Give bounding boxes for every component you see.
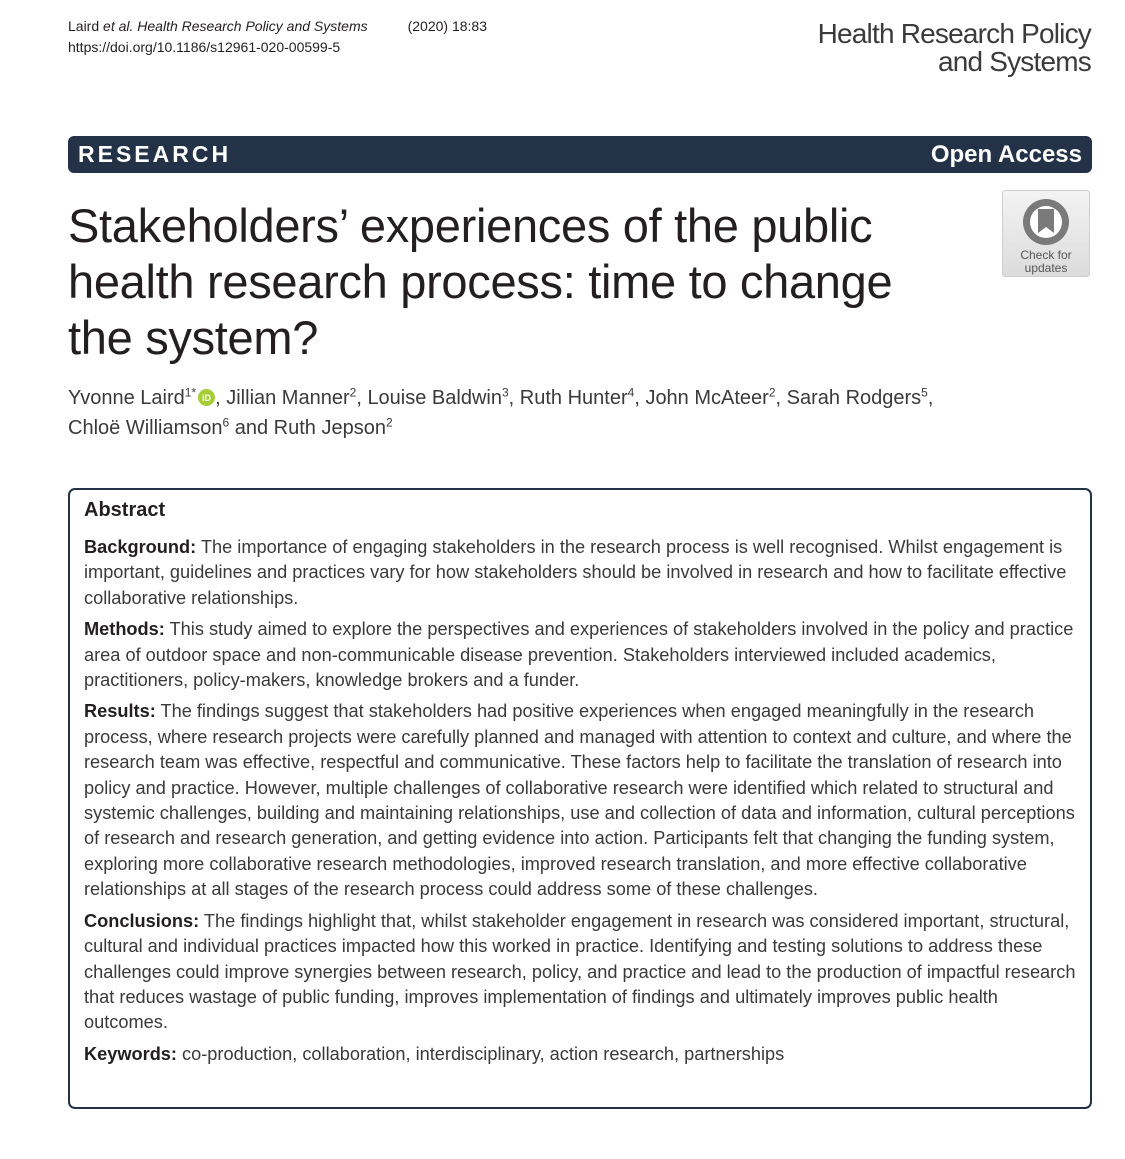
- abstract-section-text: The findings highlight that, whilst stakeholder engagement in research was considered important, structural, cultural and individual practices impacted how this worked in practice. Identifying and testing solutions to address these challenges could improve synergies between research, policy, and practice and lead to the production of impactful research that reduces wastage of public funding, improves implementation of findings and ultimately improves public health outcomes.: [84, 910, 1076, 1033]
- abstract-section: [84, 1042, 1076, 1067]
- abstract-section-text: The importance of engaging stakeholders in the research process is well recognised. Whilst engagement is important, guidelines and practices vary for how stakeholders should be involved in research and how to facilitate effective collaborative relationships.: [84, 537, 1067, 608]
- author-name[interactable]: Yvonne Laird: [68, 387, 185, 409]
- abstract-section-text: This study aimed to explore the perspectives and experiences of stakeholders involved in the policy and practice area of outdoor space and non-communicable disease prevention. Stakeholders interviewed included academics, practitioners, policy-makers, knowledge brokers and a funder.: [84, 619, 1074, 691]
- author-name[interactable]: Louise Baldwin: [367, 387, 502, 409]
- author-separator: ,: [508, 387, 520, 409]
- author-separator: ,: [775, 387, 787, 409]
- abstract-section-text: co-production, collaboration, interdisciplinary, action research, partnerships: [176, 1043, 785, 1064]
- abstract-section: [84, 617, 1076, 693]
- author-name[interactable]: Sarah Rodgers: [786, 387, 922, 409]
- abstract-section-label: Conclusions:: [84, 910, 200, 931]
- author-separator: ,: [356, 387, 368, 409]
- crossmark-icon: [1021, 197, 1071, 247]
- svg-text:iD: iD: [202, 393, 212, 403]
- orcid-icon[interactable]: [198, 389, 215, 406]
- abstract-section-label: Keywords:: [84, 1043, 177, 1064]
- abstract-section-text: The findings suggest that stakeholders had positive experiences when engaged meaningfully in the research process, where research projects were carefully planned and managed with attention to context and culture, and where the research team was effective, respectful and communicative. These factors help to facilitate the translation of research into policy and practice. However, multiple challenges of collaborative research were identified which related to structural and systemic challenges, building and maintaining relationships, use and collection of data and information, cultural perceptions of research and research generation, and getting evidence into action. Participants felt that changing the funding system, exploring more collaborative research methodologies, improved research translation, and more effective collaborative relationships at all stages of the research process could address some of these challenges.: [84, 701, 1075, 900]
- journal-name-line2: and Systems: [937, 46, 1091, 77]
- abstract-section-label: Methods:: [84, 619, 165, 640]
- journal-logo: [818, 20, 1091, 76]
- citation-year: (2020) 18:83: [407, 18, 488, 34]
- author-separator: ,: [634, 387, 646, 409]
- author-separator: ,: [215, 387, 227, 409]
- check-updates-line1: Check for: [1020, 248, 1072, 262]
- citation-text: Laird et al. Health Research Policy and Systems: [68, 18, 368, 34]
- check-for-updates-badge[interactable]: [1002, 190, 1090, 277]
- author-affiliation: 6: [222, 415, 230, 430]
- abstract-heading: Abstract: [84, 499, 166, 521]
- author-affiliation: 4: [627, 385, 635, 400]
- abstract-section-label: Background:: [84, 537, 197, 557]
- author-affiliation: 2: [768, 385, 776, 400]
- author-affiliation: 2: [385, 415, 393, 430]
- citation-header: [68, 16, 487, 58]
- check-updates-line2: updates: [1024, 261, 1068, 275]
- article-type-label: RESEARCH: [78, 141, 232, 167]
- author-name[interactable]: Ruth Jepson: [273, 417, 386, 439]
- author-affiliation: 5: [921, 385, 928, 400]
- author-name[interactable]: Chloë Williamson: [68, 417, 223, 439]
- abstract-section-label: Results:: [84, 701, 156, 722]
- abstract-section: [84, 699, 1076, 902]
- author-affiliation: 1*: [184, 385, 197, 400]
- author-separator: ,: [927, 387, 934, 409]
- abstract-box: [68, 488, 1092, 1109]
- open-access-label: Open Access: [930, 140, 1082, 168]
- author-name[interactable]: Ruth Hunter: [519, 387, 628, 409]
- author-affiliation: 3: [501, 385, 509, 400]
- author-list: [68, 383, 968, 443]
- journal-name-line1: Health Research Policy: [817, 18, 1091, 49]
- abstract-sections: [84, 535, 1076, 1067]
- abstract-section: [84, 909, 1076, 1036]
- author-affiliation: 2: [349, 385, 357, 400]
- author-name[interactable]: John McAteer: [645, 387, 769, 409]
- abstract-section: [84, 535, 1076, 611]
- article-title: Stakeholders’ experiences of the public health research process: time to change the system?: [68, 199, 893, 364]
- article-banner: [68, 136, 1092, 173]
- author-name[interactable]: Jillian Manner: [226, 387, 350, 409]
- author-separator: and: [229, 417, 274, 439]
- doi-link[interactable]: https://doi.org/10.1186/s12961-020-00599-5: [68, 39, 341, 55]
